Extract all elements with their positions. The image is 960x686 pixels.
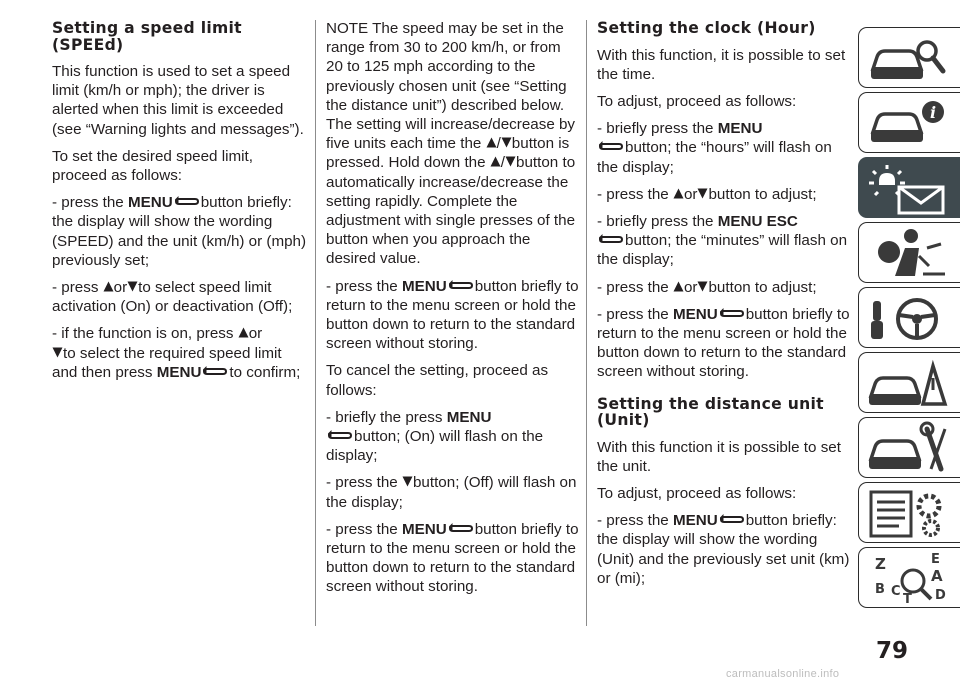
tab-starting-driving[interactable] — [858, 287, 960, 348]
text: - press the — [326, 474, 402, 492]
tab-instrument-panel[interactable] — [858, 157, 960, 218]
index-letter: Z — [875, 555, 886, 573]
down-arrow-icon — [501, 137, 512, 148]
menu-button-icon — [719, 513, 745, 525]
tab-emergency[interactable] — [858, 352, 960, 413]
paragraph — [597, 212, 852, 270]
tab-index[interactable] — [858, 547, 960, 608]
text: button; (On) will flash on the display; — [326, 428, 544, 465]
menu-button-icon — [174, 195, 200, 207]
text: button; (Off) will flash on the display; — [326, 474, 577, 511]
heading-speed-limit: Setting a speed limit (SPEEd) — [52, 19, 242, 54]
heading-clock: Setting the clock (Hour) — [597, 19, 816, 37]
text: / — [496, 135, 501, 153]
text: - press the — [597, 278, 673, 296]
text: - if the function is on, press — [52, 325, 238, 343]
paragraph — [52, 278, 310, 316]
menu-button-icon — [448, 522, 474, 534]
text: - press the — [326, 277, 402, 295]
index-letter: A — [931, 567, 943, 585]
menu-button-icon — [598, 140, 624, 152]
text: or — [113, 279, 128, 297]
text: or — [683, 278, 698, 296]
paragraph — [597, 511, 852, 588]
up-arrow-icon — [490, 156, 501, 167]
menu-button-icon — [202, 365, 228, 377]
text: button to automatically increase/decrease the setting rapidly. Complete the adjustment with single presses of the button when you approach the desired value. — [326, 154, 576, 268]
page-number: 79 — [876, 638, 909, 664]
up-arrow-icon — [103, 281, 114, 292]
text: or — [248, 325, 263, 343]
tab-technical-specifications[interactable] — [858, 482, 960, 543]
paragraph: To cancel the setting, proceed as follows: — [326, 362, 549, 399]
text: - briefly the press — [326, 408, 447, 426]
up-arrow-icon — [486, 137, 497, 148]
paragraph — [597, 305, 852, 382]
paragraph — [597, 119, 852, 177]
text: button briefly to return to the menu screen or hold the button down to return to the standard screen without storing. — [597, 305, 850, 381]
tab-getting-to-know[interactable] — [858, 92, 960, 153]
heading-distance-unit: Setting the distance unit (Unit) — [597, 394, 824, 430]
alphabet-index-icon — [865, 551, 953, 605]
text: - press — [52, 279, 103, 297]
text: to select the required speed limit and then press — [52, 344, 282, 381]
text: button is pressed. Hold down the — [326, 135, 570, 172]
text: - briefly press the — [597, 212, 718, 230]
menu-button-label: MENU — [446, 408, 492, 426]
menu-button-label: MENU — [401, 277, 447, 295]
menu-esc-button-label: MENU ESC — [717, 212, 798, 230]
tab-servicing[interactable] — [858, 417, 960, 478]
info-glyph: i — [929, 103, 937, 122]
menu-button-label: MENU — [156, 363, 202, 381]
index-letter: D — [935, 588, 946, 603]
paragraph — [597, 185, 852, 204]
airbag-seat-icon — [865, 226, 953, 280]
text: - press the — [597, 512, 673, 530]
menu-button-label: MENU — [401, 520, 447, 538]
spec-sheet-gear-icon — [865, 486, 953, 540]
watermark: carmanualsonline.info — [726, 668, 840, 680]
menu-button-icon — [448, 279, 474, 291]
tab-safety[interactable] — [858, 222, 960, 283]
text: button briefly to return to the menu screen or hold the button down to return to the standard screen without storing. — [326, 520, 579, 596]
text: button briefly to return to the menu screen or hold the button down to return to the standard screen without storing. — [326, 277, 579, 353]
index-letter: T — [903, 592, 912, 605]
car-wrench-icon — [865, 421, 953, 475]
up-arrow-icon — [673, 188, 684, 199]
text: - press the — [597, 185, 673, 203]
paragraph: To adjust, proceed as follows: — [597, 484, 797, 502]
text: button; the “hours” will flash on the display; — [597, 139, 832, 176]
paragraph: To set the desired speed limit, proceed as follows: — [52, 147, 253, 185]
paragraph — [52, 193, 310, 270]
text: to confirm; — [229, 363, 301, 381]
index-letter: E — [931, 552, 940, 567]
menu-button-label: MENU — [127, 194, 173, 212]
text: - press the — [597, 305, 673, 323]
column-divider — [315, 20, 316, 626]
car-breakdown-icon — [865, 356, 953, 410]
up-arrow-icon — [238, 327, 249, 338]
down-arrow-icon — [697, 281, 708, 292]
text: / — [500, 154, 506, 172]
down-arrow-icon — [127, 281, 138, 292]
car-info-icon — [865, 96, 953, 150]
paragraph: With this function it is possible to set the unit. — [597, 438, 841, 475]
down-arrow-icon — [52, 347, 63, 358]
paragraph — [326, 277, 580, 354]
down-arrow-icon — [697, 188, 708, 199]
index-letter: C — [891, 584, 901, 599]
menu-button-label: MENU — [672, 305, 718, 323]
menu-button-icon — [598, 233, 624, 245]
menu-button-label: MENU — [717, 120, 763, 138]
paragraph: With this function, it is possible to set the time. — [597, 46, 846, 83]
paragraph: To adjust, proceed as follows: — [597, 92, 797, 110]
text: button to adjust; — [708, 278, 817, 296]
paragraph — [326, 408, 580, 466]
text: NOTE The speed may be set in the range from 30 to 200 km/h, or from 20 to 125 mph according to the previously chosen unit (see “Setting the distance unit”) described below. The setting will increase/decrease by five units each time the — [326, 20, 576, 153]
paragraph — [326, 520, 580, 597]
text: - press the — [326, 520, 402, 538]
down-arrow-icon — [505, 156, 516, 167]
car-magnifier-icon — [865, 31, 953, 85]
up-arrow-icon — [673, 281, 684, 292]
text: button briefly: the display will show the wording (Unit) and the previously set unit (km) or (mi); — [597, 512, 850, 587]
warning-light-envelope-icon — [865, 161, 953, 215]
key-steering-wheel-icon — [865, 291, 953, 345]
index-letter: B — [875, 582, 885, 597]
column-1 — [52, 20, 310, 390]
paragraph: This function is used to set a speed limit (km/h or mph); the driver is alerted when this limit is exceeded (see “Warning lights and messages”). — [52, 63, 304, 138]
text: or — [683, 185, 698, 203]
paragraph — [326, 473, 580, 511]
menu-button-label: MENU — [672, 512, 718, 530]
text: button to adjust; — [708, 185, 817, 203]
text: button briefly: the display will show the wording (SPEED) and the unit (km/h) or (mph) previously set; — [52, 194, 307, 269]
text: button; the “minutes” will flash on the display; — [597, 232, 848, 269]
column-3 — [597, 20, 852, 596]
text: to select speed limit activation (On) or deactivation (Off); — [52, 279, 293, 316]
down-arrow-icon — [402, 476, 413, 487]
menu-button-icon — [719, 307, 745, 319]
text: - briefly press the — [597, 120, 718, 138]
paragraph — [52, 324, 310, 382]
paragraph — [597, 278, 852, 297]
tab-car-knowledge[interactable] — [858, 27, 960, 88]
menu-button-icon — [327, 429, 353, 441]
column-divider — [586, 20, 587, 626]
column-2 — [326, 19, 580, 605]
text: - press the — [52, 194, 128, 212]
paragraph — [326, 19, 580, 269]
